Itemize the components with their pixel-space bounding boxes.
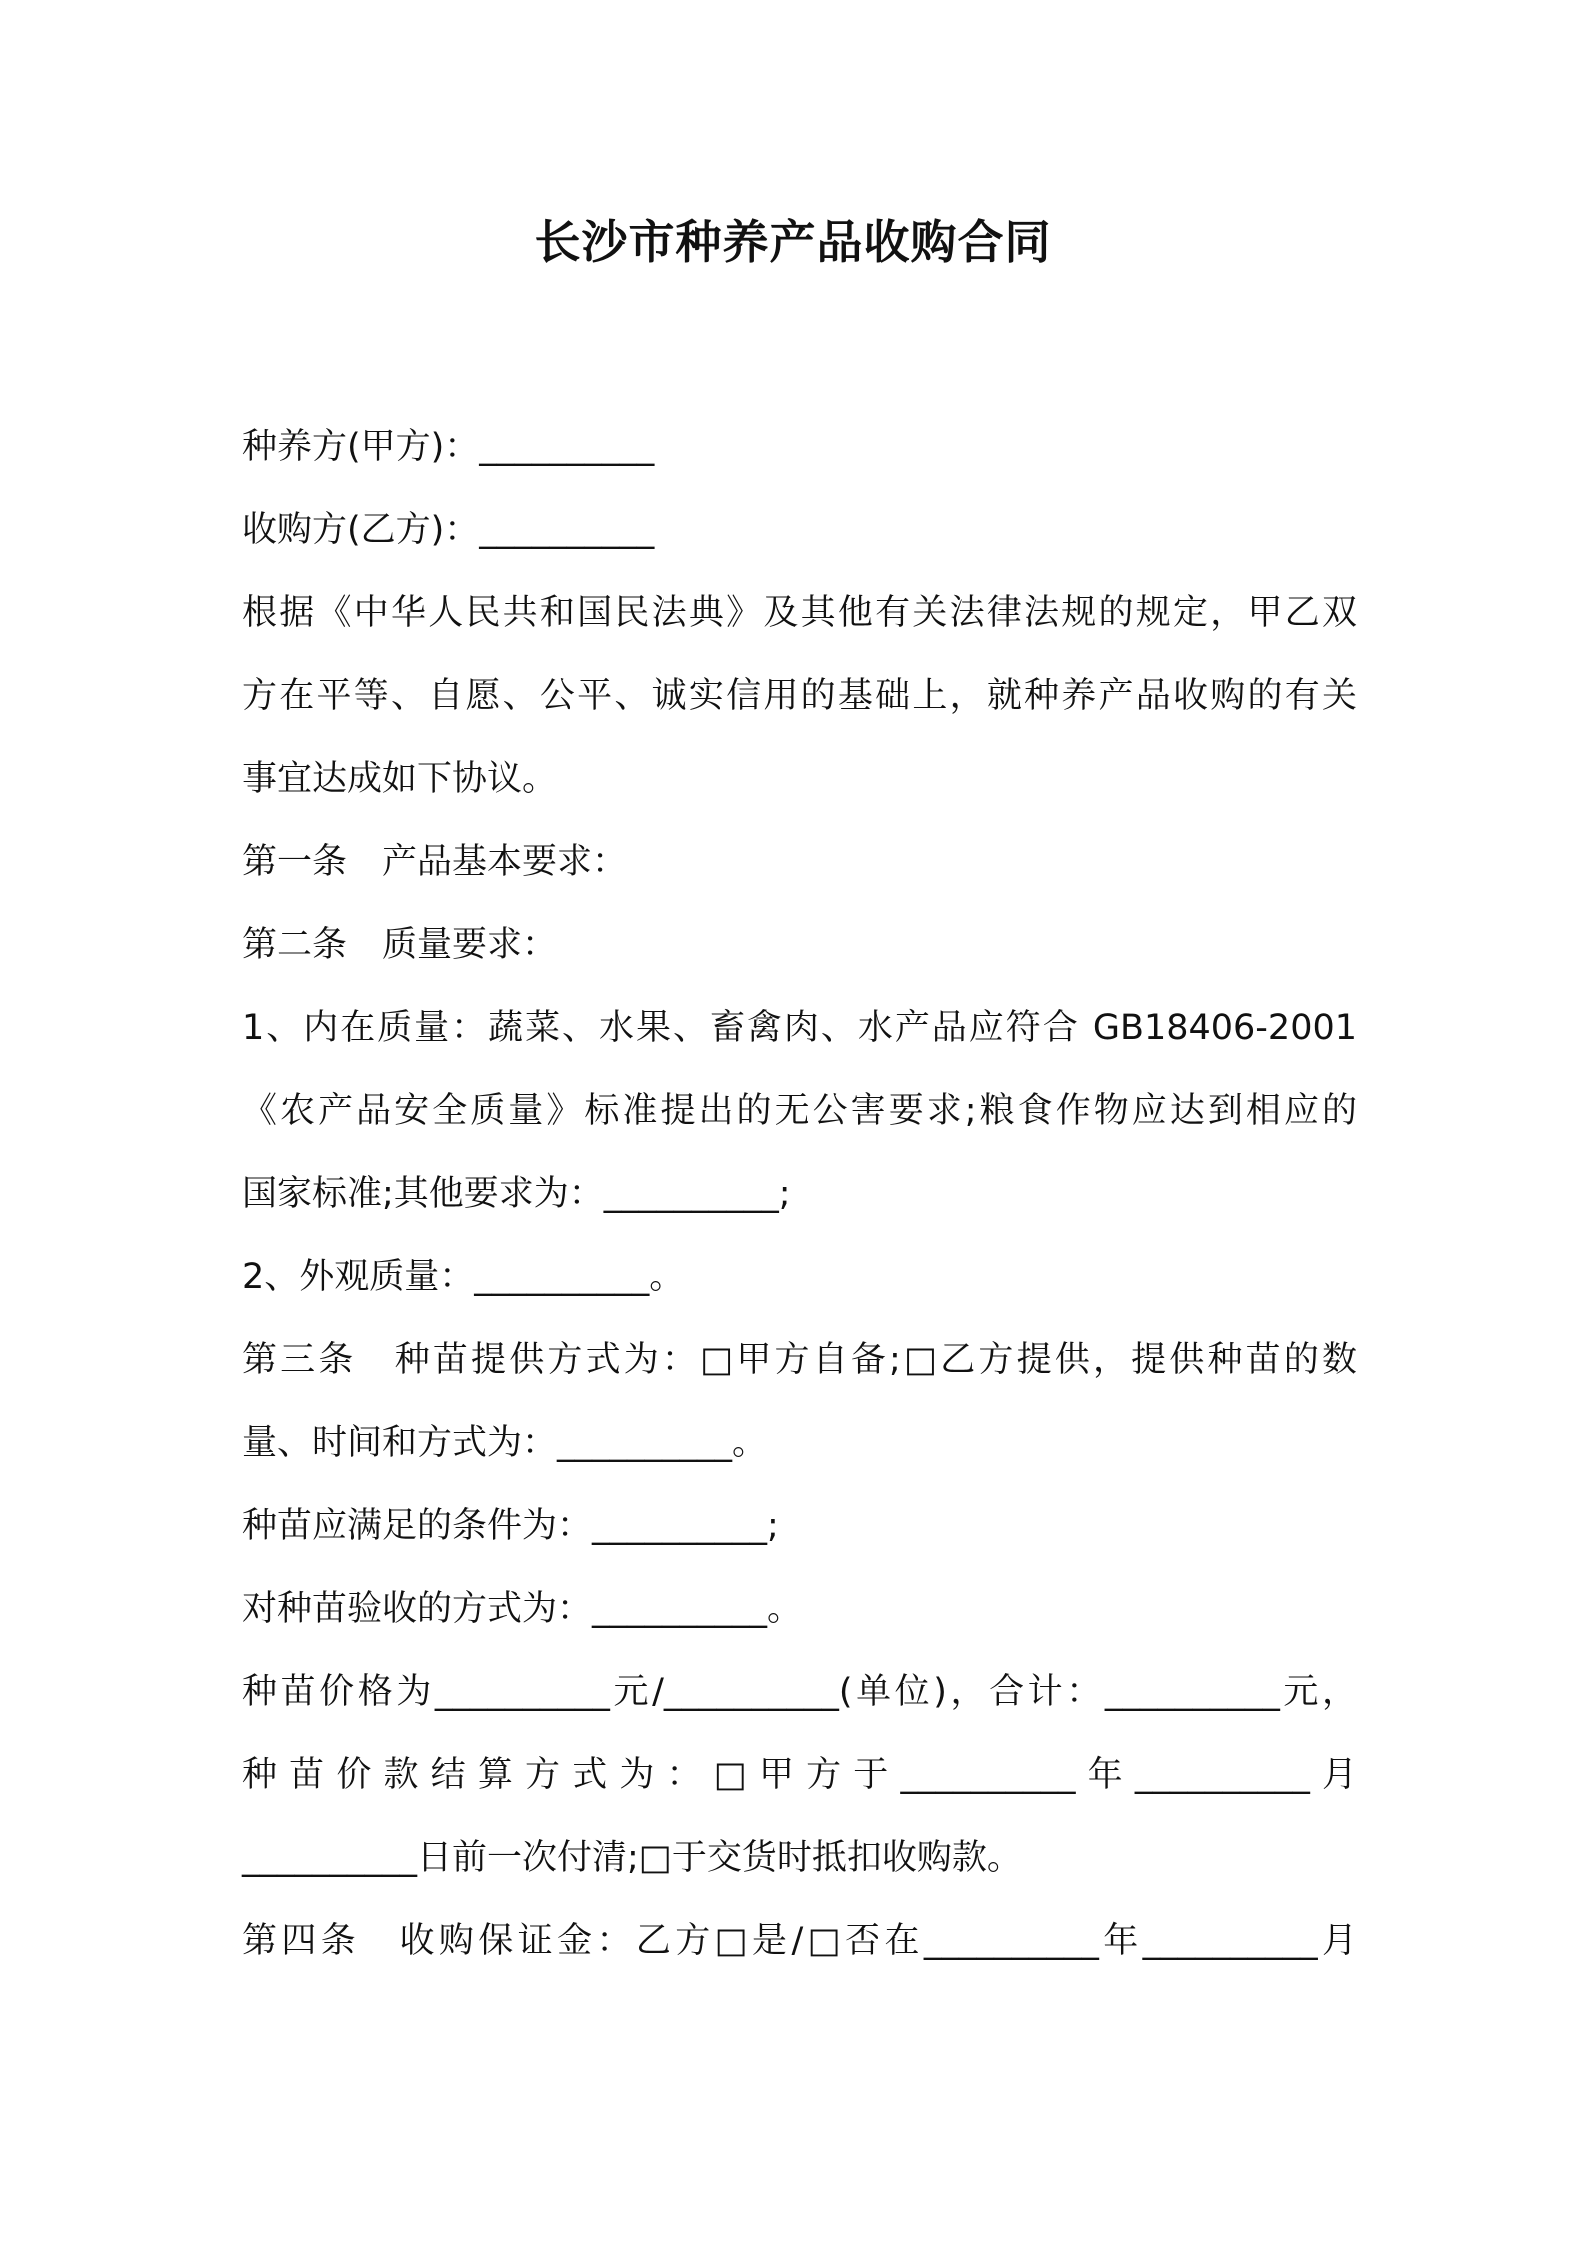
article-2-heading: 第二条 质量要求： <box>242 925 558 965</box>
document-body <box>242 406 1357 1983</box>
intrinsic-quality-line-3: 国家标准;其他要求为：__________; <box>242 1174 791 1214</box>
party-b-line: 收购方(乙方)：__________ <box>242 510 655 550</box>
document-title: 长沙市种养产品收购合同 <box>534 215 1052 269</box>
seedling-acceptance-line: 对种苗验收的方式为：__________。 <box>242 1589 803 1629</box>
article-3-line-2: 量、时间和方式为：__________。 <box>242 1423 768 1463</box>
intrinsic-quality-line-1: 1、内在质量：蔬菜、水果、畜禽肉、水产品应符合 GB18406-2001 <box>242 1008 1357 1048</box>
intrinsic-quality-line-2: 《农产品安全质量》标准提出的无公害要求;粮食作物应达到相应的 <box>242 1091 1357 1131</box>
preamble-line-1: 根据《中华人民共和国民法典》及其他有关法律法规的规定，甲乙双 <box>242 593 1357 633</box>
article-4-line-1: 第四条 收购保证金：乙方□是/□否在__________年__________月 <box>242 1921 1357 1961</box>
preamble-line-3: 事宜达成如下协议。 <box>242 759 558 799</box>
seedling-conditions-line: 种苗应满足的条件为：__________; <box>242 1506 779 1546</box>
seedling-settlement-line-1: 种苗价款结算方式为：□甲方于__________年__________月 <box>242 1755 1357 1795</box>
article-1-heading: 第一条 产品基本要求： <box>242 842 628 882</box>
seedling-settlement-line-2: __________日前一次付清;□于交货时抵扣收购款。 <box>242 1838 1022 1878</box>
seedling-price-line: 种苗价格为__________元/__________(单位)，合计：__________元， <box>242 1672 1357 1712</box>
article-3-line-1: 第三条 种苗提供方式为：□甲方自备;□乙方提供，提供种苗的数 <box>242 1340 1357 1380</box>
appearance-quality-line: 2、外观质量：__________。 <box>242 1257 685 1297</box>
party-a-line: 种养方(甲方)：__________ <box>242 427 655 467</box>
preamble-line-2: 方在平等、自愿、公平、诚实信用的基础上，就种养产品收购的有关 <box>242 676 1357 716</box>
